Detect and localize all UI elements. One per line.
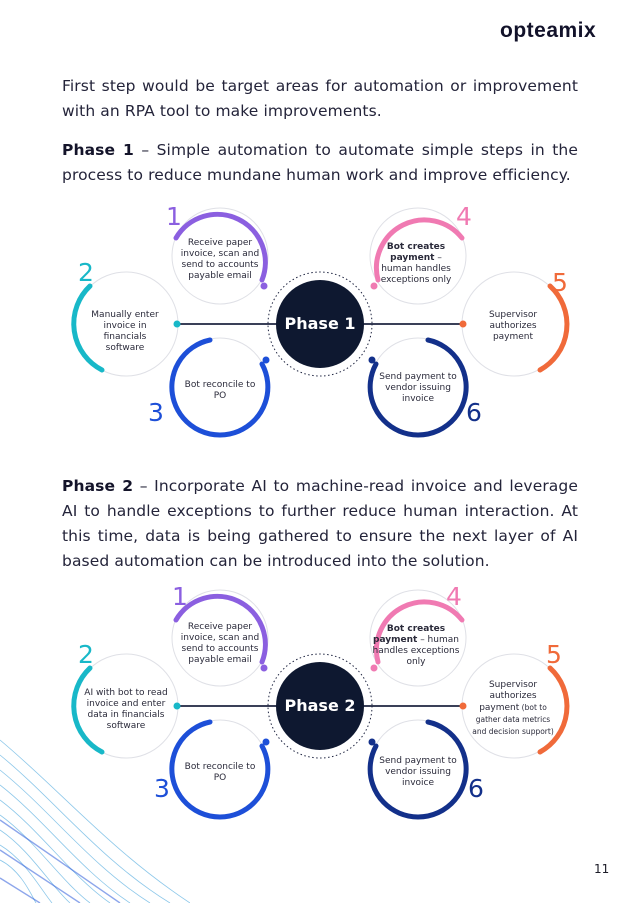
phase2-node4-bold: Bot creates payment (373, 624, 446, 645)
phase2-node4-text (372, 624, 460, 668)
svg-text:opteamix: opteamix (500, 19, 597, 42)
phase1-node6-number: 6 (466, 398, 482, 427)
phase1-node6-text: Send payment to vendor issuing invoice (379, 372, 457, 404)
phase1-center-label: Phase 1 (284, 314, 356, 333)
phase1-heading: Phase 1 (62, 141, 134, 159)
phase1-node4-bold: Bot creates payment (386, 242, 446, 263)
phase1-node5-number: 5 (552, 268, 568, 297)
phase2-node5-number: 5 (546, 640, 562, 669)
phase1-diagram (0, 198, 638, 460)
phase1-paragraph (62, 138, 578, 188)
phase1-node5-text: Supervisor authorizes payment (488, 310, 538, 342)
phase1-node4-rest: – human handles exceptions only (380, 253, 452, 285)
opteamix-logo (500, 18, 626, 42)
phase1-node3-text: Bot reconcile to PO (184, 380, 256, 401)
phase2-node4-rest: – human handles exceptions only (372, 635, 460, 667)
phase1-description: – Simple automation to automate simple steps in the process to reduce mundane human work and improve efficiency. (62, 141, 578, 184)
phase1-node4-number: 4 (456, 202, 472, 231)
phase1-node2-text: Manually enter invoice in financials software (91, 310, 159, 353)
phase2-paragraph (62, 474, 578, 574)
phase2-node5-note: (bot to gather data metrics and decision support) (472, 703, 554, 736)
phase2-node5-main: Supervisor authorizes payment (479, 680, 538, 713)
phase2-node1-text: Receive paper invoice, scan and send to accounts payable email (180, 622, 260, 665)
phase2-node3-text: Bot reconcile to PO (184, 762, 256, 783)
phase2-node3-number: 3 (154, 774, 170, 803)
phase2-heading: Phase 2 (62, 477, 134, 495)
phase1-node4-text (374, 242, 458, 286)
phase2-node1-number: 1 (172, 582, 188, 611)
phase2-node5-text (470, 680, 556, 738)
phase2-node4-number: 4 (446, 582, 462, 611)
intro-paragraph: First step would be target areas for automation or improvement with an RPA tool to make improvements. (62, 77, 578, 120)
phase2-node2-text: AI with bot to read invoice and enter data in financials software (84, 688, 168, 731)
phase1-node3-number: 3 (148, 398, 164, 427)
phase1-node1-text: Receive paper invoice, scan and send to accounts payable email (180, 238, 260, 281)
phase2-center-label: Phase 2 (284, 696, 356, 715)
page-number: 11 (594, 862, 610, 876)
phase1-node2-number: 2 (78, 258, 94, 287)
phase2-description: – Incorporate AI to machine-read invoice and leverage AI to handle exceptions to further reduce human interaction. At this time, data is being gathered to ensure the next layer of AI based automation can be introduced into the solution. (62, 477, 578, 570)
phase2-node6-text: Send payment to vendor issuing invoice (379, 756, 457, 788)
phase2-diagram (0, 576, 638, 838)
phase1-node1-number: 1 (166, 202, 182, 231)
phase2-node2-number: 2 (78, 640, 94, 669)
phase2-node6-number: 6 (468, 774, 484, 803)
